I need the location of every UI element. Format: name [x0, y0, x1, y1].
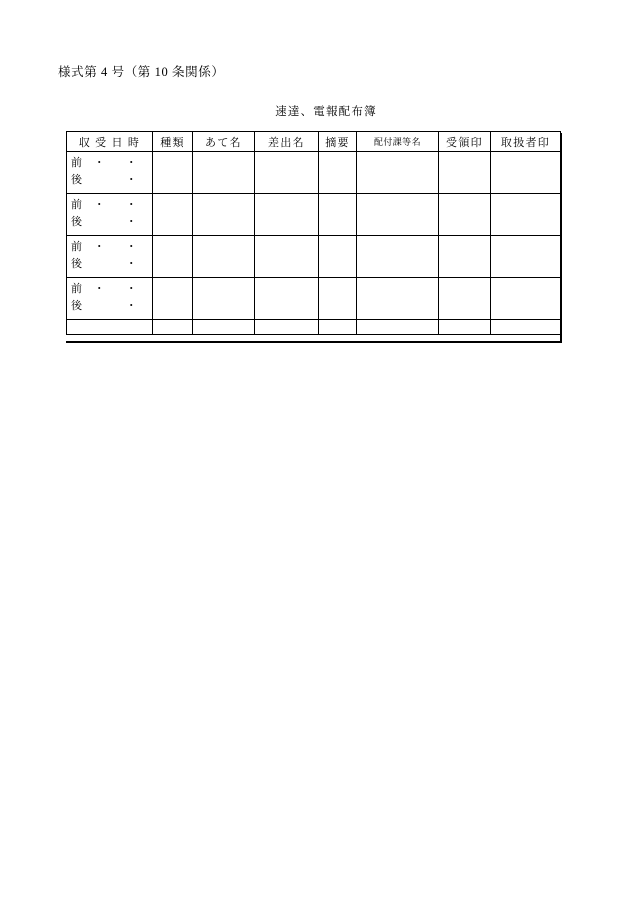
datetime-dot-icon: ・: [125, 174, 138, 186]
datetime-dot-icon: ・: [125, 283, 138, 295]
table-row: [67, 152, 561, 194]
table-row: [67, 194, 561, 236]
cell-receipt-datetime[interactable]: [67, 278, 153, 320]
table-right-rule: [560, 133, 562, 343]
datetime-dot-icon: ・: [125, 216, 138, 228]
cell-sender[interactable]: [255, 236, 319, 278]
datetime-dot-icon: ・: [125, 199, 138, 211]
cell-sender[interactable]: [255, 278, 319, 320]
table-row: [67, 320, 561, 335]
cell-receipt-datetime[interactable]: [67, 194, 153, 236]
datetime-dot-icon: ・: [125, 300, 138, 312]
cell-remarks[interactable]: [319, 320, 357, 335]
cell-receipt-seal[interactable]: [439, 194, 491, 236]
cell-department[interactable]: [357, 278, 439, 320]
datetime-dot-icon: ・: [93, 283, 106, 295]
cell-receipt-datetime[interactable]: [67, 152, 153, 194]
cell-remarks[interactable]: [319, 194, 357, 236]
cell-type[interactable]: [153, 194, 193, 236]
cell-remarks[interactable]: [319, 278, 357, 320]
datetime-dot-icon: ・: [93, 157, 106, 169]
datetime-pm-label: 後: [71, 174, 83, 186]
datetime-dot-icon: ・: [125, 157, 138, 169]
cell-handler-seal[interactable]: [491, 236, 561, 278]
cell-type[interactable]: [153, 320, 193, 335]
document-title: [0, 103, 630, 119]
table-header-row: [67, 132, 561, 152]
cell-handler-seal[interactable]: [491, 320, 561, 335]
cell-type[interactable]: [153, 152, 193, 194]
datetime-am-label: 前: [71, 241, 83, 253]
datetime-dot-icon: ・: [125, 241, 138, 253]
column-header-receipt-datetime: 収 受 日 時: [67, 132, 153, 152]
cell-receipt-seal[interactable]: [439, 236, 491, 278]
table-row: [67, 278, 561, 320]
cell-remarks[interactable]: [319, 236, 357, 278]
ledger-table: [66, 131, 561, 335]
cell-sender[interactable]: [255, 152, 319, 194]
cell-department[interactable]: [357, 194, 439, 236]
cell-handler-seal[interactable]: [491, 194, 561, 236]
form-number-label: 様式第 4 号（第 10 条関係）: [58, 65, 225, 79]
datetime-dot-icon: ・: [93, 241, 106, 253]
cell-department[interactable]: [357, 320, 439, 335]
cell-addressee[interactable]: [193, 278, 255, 320]
table-bottom-rule: [66, 341, 562, 343]
cell-department[interactable]: [357, 152, 439, 194]
column-header-addressee: あて名: [193, 132, 255, 152]
table-row: [67, 236, 561, 278]
cell-sender[interactable]: [255, 194, 319, 236]
datetime-am-label: 前: [71, 283, 83, 295]
cell-department[interactable]: [357, 236, 439, 278]
ledger-table-container: [66, 131, 560, 335]
datetime-pm-label: 後: [71, 258, 83, 270]
cell-handler-seal[interactable]: [491, 278, 561, 320]
cell-sender[interactable]: [255, 320, 319, 335]
datetime-am-label: 前: [71, 157, 83, 169]
cell-addressee[interactable]: [193, 152, 255, 194]
cell-type[interactable]: [153, 278, 193, 320]
cell-addressee[interactable]: [193, 236, 255, 278]
column-header-department: 配付課等名: [357, 132, 439, 152]
datetime-am-label: 前: [71, 199, 83, 211]
cell-receipt-datetime[interactable]: [67, 320, 153, 335]
cell-receipt-seal[interactable]: [439, 152, 491, 194]
cell-handler-seal[interactable]: [491, 152, 561, 194]
cell-type[interactable]: [153, 236, 193, 278]
cell-receipt-seal[interactable]: [439, 278, 491, 320]
cell-receipt-datetime[interactable]: [67, 236, 153, 278]
datetime-pm-label: 後: [71, 300, 83, 312]
column-header-sender: 差出名: [255, 132, 319, 152]
column-header-handler-seal: 取扱者印: [491, 132, 561, 152]
cell-addressee[interactable]: [193, 194, 255, 236]
cell-addressee[interactable]: [193, 320, 255, 335]
column-header-remarks: 摘要: [319, 132, 357, 152]
column-header-receipt-seal: 受領印: [439, 132, 491, 152]
cell-remarks[interactable]: [319, 152, 357, 194]
column-header-type: 種類: [153, 132, 193, 152]
datetime-dot-icon: ・: [125, 258, 138, 270]
datetime-dot-icon: ・: [93, 199, 106, 211]
document-title-text: 速達、電報配布簿: [275, 106, 377, 118]
cell-receipt-seal[interactable]: [439, 320, 491, 335]
datetime-pm-label: 後: [71, 216, 83, 228]
